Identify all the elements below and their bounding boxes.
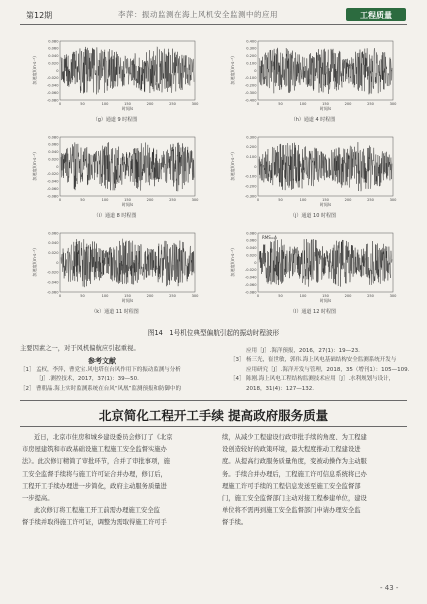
x-tick-label: 300 [191,102,199,106]
references-left [20,366,220,394]
y-tick-label: -0.300 [244,90,257,95]
article-rule-top [20,400,407,401]
x-tick-label: 0 [256,294,260,298]
y-tick-label: 0.080 [246,231,257,236]
x-tick-label: 50 [80,102,85,106]
reference-line: ［J］.测控技术，2017，37(1)：39—50. [36,376,139,383]
article-line: 督手续并取得施工许可证，调整为需取得施工许可手 [22,519,167,527]
time-history-plot [228,230,398,306]
y-tick-label: 0.020 [246,253,257,258]
y-tick-label: -0.040 [46,179,59,184]
y-tick-label: -0.060 [244,282,257,287]
issue-number: 第12期 [26,11,53,20]
y-tick-label: 0.200 [246,54,257,59]
x-tick-label: 100 [299,294,307,298]
x-tick-label: 300 [191,198,199,202]
article-title: 北京简化工程开工手续 提高政府服务质量 [98,408,329,423]
y-tick-label: 0 [254,164,257,169]
y-tick-label: 0 [254,260,257,265]
figure-caption: 图14 1号机位典型偏航引起的振动时程波形 [147,329,280,337]
y-tick-label: 0.040 [246,246,257,251]
references-title: 参考文献 [88,357,116,365]
x-tick-label: 100 [101,198,109,202]
y-tick-label: 0 [56,260,59,265]
article-line: 市房屋建筑和市政基础设施工程施工安全监督实施办 [22,446,167,454]
x-tick-label: 150 [322,294,329,298]
y-tick-label: 0 [56,164,59,169]
x-tick-label: 150 [124,198,131,202]
x-tick-label: 200 [344,102,352,106]
x-axis-label: 时间/s [319,106,332,111]
x-tick-label: 100 [299,102,307,106]
article-line: 此次修订将工程施工开工前需办理施工安全监 [34,507,160,515]
panel-caption: （h）通道 4 时程图 [290,117,336,123]
x-tick-label: 200 [146,294,154,298]
page-number: - 43 - [380,584,399,592]
time-history-plot [30,134,200,210]
header-rule [20,24,407,25]
figure-panel [228,134,398,207]
y-axis-label: 加速度/(m·s⁻²) [32,56,37,85]
x-axis-label: 时间/s [121,298,134,303]
time-history-plot [30,38,200,114]
x-tick-label: 200 [344,198,352,202]
y-tick-label: -0.100 [244,76,257,81]
reference-line: ［2］ 曹朝晶.海上实时监测系统在台风“风凰”监测预报和防御中的 [20,385,181,392]
x-tick-label: 50 [278,102,283,106]
time-history-plot [228,38,398,114]
article-line: 近日，北京市住房和城乡建设委员会修订了《北京 [34,434,173,441]
y-tick-label: -0.060 [46,90,59,95]
panel-caption: （g）通道 9 时程图 [92,117,138,123]
waveform-line [61,239,194,287]
x-tick-label: 300 [191,294,199,298]
article-line: 度。从提高行政服务质量角度，变被动操作为主动服 [222,458,367,466]
reference-line: 应用研究［J］.海洋开发与管理，2018，35（增刊1）：105—109. [246,366,410,373]
x-tick-label: 200 [146,198,154,202]
figure-panel [30,38,200,111]
y-tick-label: -0.300 [244,194,257,199]
x-axis-label: 时间/s [121,106,134,111]
x-tick-label: 50 [278,198,283,202]
y-tick-label: 0 [56,68,59,73]
y-axis-label: 加速度/(m·s⁻²) [230,152,235,181]
x-tick-label: 300 [389,198,397,202]
article-line: 设创造较好的政策环境，最大程度推动工程建设进 [222,446,361,454]
y-tick-label: 0.300 [246,46,257,51]
article-line: 法》。此次修订精简了审批环节，合并了审批事项，施 [22,458,170,466]
article-line: 工程开工手续办理进一步简化，政府主动服务质量进 [22,482,167,490]
x-tick-label: 150 [124,102,131,106]
y-tick-label: 0.060 [48,231,59,236]
x-tick-label: 50 [278,294,283,298]
journal-logo [346,7,406,22]
x-tick-label: 200 [344,294,352,298]
x-tick-label: 0 [58,198,62,202]
references-right [230,347,415,394]
y-tick-label: 0.060 [48,142,59,147]
article-line: 理施工许可手续的工程信息发送至施工安全监督部 [222,482,361,490]
x-tick-label: 250 [169,102,176,106]
y-tick-label: 0.020 [48,250,59,255]
reference-line: 应用［J］.海洋预报，2016，27(1)：19—23. [246,348,360,354]
x-tick-label: 250 [367,294,374,298]
y-axis-label: 加速度/(m·s⁻²) [230,248,235,277]
x-tick-label: 50 [80,198,85,202]
article-line: 门，施工安全监督部门主动对接工程参建单位，建设 [222,495,367,503]
y-tick-label: -0.200 [244,184,257,189]
article-line: 单位将不需再到施工安全监督部门申请办理安全监 [222,507,361,515]
panel-caption: （k）通道 11 时程图 [91,309,139,315]
y-tick-label: 0.020 [48,157,59,162]
y-tick-label: 0.040 [48,241,59,246]
article-line: 工安全监督手续将与施工许可证合并办理，修订后， [22,470,167,478]
x-tick-label: 50 [80,294,85,298]
figure-panel [228,38,398,111]
y-tick-label: -0.080 [244,290,257,295]
waveform-line [61,47,194,95]
panel-caption: （j）通道 10 时程图 [290,213,336,219]
y-tick-label: 0.080 [48,39,59,44]
y-tick-label: 0.040 [48,54,59,59]
y-tick-label: 0.080 [48,135,59,140]
waveform-line [259,238,392,287]
y-tick-label: 0.300 [246,135,257,140]
article-left-column [22,432,208,530]
running-title: 李萍：振动监测在海上风机安全监测中的应用 [118,10,278,19]
figure-panel [30,134,200,207]
reference-line: ［4］ 陈刚.海上风电工程结构监测技术应用［J］.水利规划与设计， [230,376,395,383]
x-axis-label: 时间/s [121,202,134,207]
y-tick-label: 0.060 [48,46,59,51]
y-tick-label: -0.040 [46,280,59,285]
article-line: 续，从减少工程建设行政审批手续的角度、为工程建 [222,434,367,441]
y-axis-label: 加速度/(m·s⁻²) [230,56,235,85]
panel-caption: （i）通道 8 时程图 [93,213,137,219]
y-tick-label: -0.060 [46,290,59,295]
plot-annotation: RMS=A [262,235,277,240]
x-tick-label: 250 [367,198,374,202]
y-tick-label: -0.020 [46,76,59,81]
y-tick-label: -0.020 [46,270,59,275]
y-tick-label: -0.080 [46,98,59,103]
figure-panel [228,230,398,303]
x-tick-label: 200 [146,102,154,106]
waveform-line [259,142,392,191]
reference-line: ［3］ 杨三光，崔世敏，郭伟.海上风电基础结构安全监测系统开发与 [230,357,397,364]
x-axis-label: 时间/s [319,298,332,303]
tail-text: 主要因素之一，对于风机偏航应引起重视。 [20,345,140,352]
y-tick-label: -0.040 [46,83,59,88]
y-tick-label: 0.400 [246,39,257,44]
x-tick-label: 100 [101,294,109,298]
time-history-plot [228,134,398,210]
x-tick-label: 250 [367,102,374,106]
y-tick-label: 0.040 [48,150,59,155]
x-tick-label: 250 [169,294,176,298]
logo-text: 工程质量 [360,11,392,20]
reference-line: 2018，31(4)：127—132. [246,385,315,392]
x-tick-label: 150 [322,102,329,106]
y-tick-label: -0.100 [244,174,257,179]
x-tick-label: 0 [256,198,260,202]
x-tick-label: 0 [256,102,260,106]
x-tick-label: 0 [58,294,62,298]
y-axis-label: 加速度/(m·s⁻²) [32,152,37,181]
x-tick-label: 100 [299,198,307,202]
x-tick-label: 250 [169,198,176,202]
y-axis-label: 加速度/(m·s⁻²) [32,248,37,277]
y-tick-label: 0.100 [246,154,257,159]
y-tick-label: 0.020 [48,61,59,66]
article-rule-bottom [20,426,407,427]
y-tick-label: -0.080 [46,194,59,199]
x-tick-label: 100 [101,102,109,106]
x-tick-label: 0 [58,102,62,106]
x-tick-label: 300 [389,102,397,106]
y-tick-label: 0.100 [246,61,257,66]
article-line: 务。手续合并办理后，工程施工许可信息系统将已办 [222,470,367,478]
y-tick-label: -0.020 [244,268,257,273]
panel-caption: （l）通道 12 时程图 [290,309,336,315]
y-tick-label: -0.040 [244,275,257,280]
x-tick-label: 150 [322,198,329,202]
y-tick-label: 0.060 [246,238,257,243]
reference-line: ［1］ 孟权，李萍，曹党宝.风电塔在台风作用下的振动监测与分析 [20,367,181,373]
y-tick-label: 0.200 [246,145,257,150]
waveform-line [259,48,392,95]
x-tick-label: 150 [124,294,131,298]
y-tick-label: -0.060 [46,186,59,191]
article-line: 一步提高。 [22,495,54,503]
y-tick-label: 0 [254,68,257,73]
x-tick-label: 300 [389,294,397,298]
article-right-column [222,432,408,530]
y-tick-label: -0.020 [46,172,59,177]
y-tick-label: -0.400 [244,98,257,103]
x-axis-label: 时间/s [319,202,332,207]
y-tick-label: -0.200 [244,83,257,88]
article-line: 督手续。 [222,519,248,527]
waveform-line [61,142,194,191]
figure-panel [30,230,200,303]
time-history-plot [30,230,200,306]
